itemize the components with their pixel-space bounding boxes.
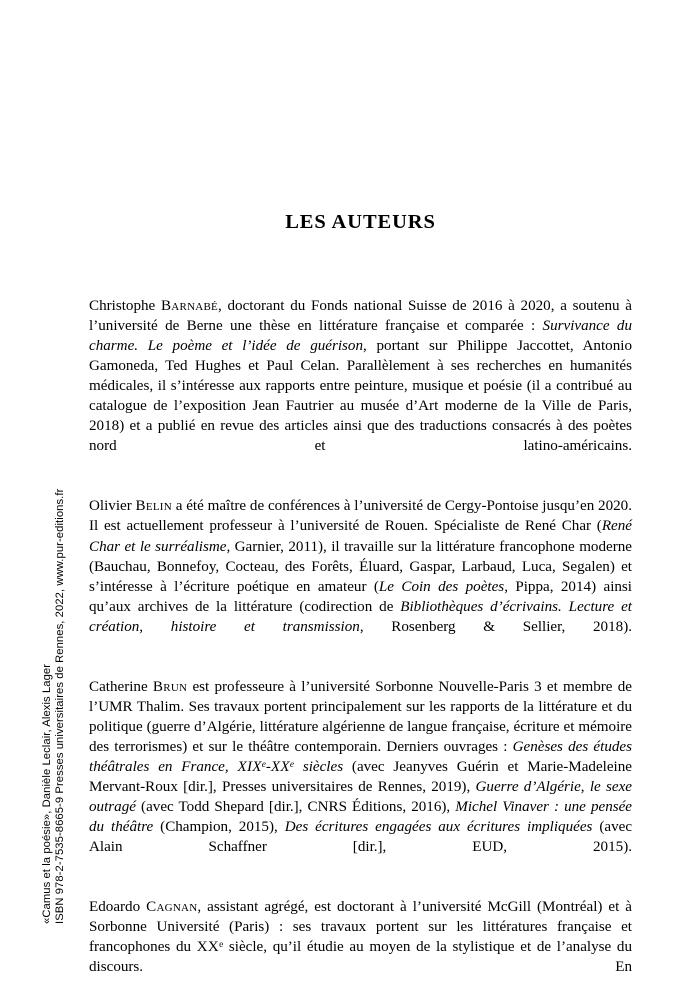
author-bio-brun: Catherine Brun est professeure à l’université Sorbonne Nouvelle-Paris 3 et membre de l’UMR Thalim. Ses travaux portent principalement sur les rapports de la littérature et du politique (guerre d’Algérie, littérature algérienne de langue française, écriture et mémoire des terrorismes) et sur le théâtre contemporain. Derniers ouvrages : Genèses des études théâtrales en France, XIXe-XXe siècles (avec Jeanyves Guérin et Marie-Madeleine Mervant-Roux [dir.], Presses universitaires de Rennes, 2019), Guerre d’Algérie, le sexe outragé (avec Todd Shepard [dir.], CNRS Éditions, 2016), Michel Vinaver : une pensée du théâtre (Champion, 2015), Des écritures engagées aux écritures impliquées (avec Alain Schaffner [dir.], EUD, 2015). [89,678,633,856]
work-title: Bibliothèques d’écrivains. Lecture et création, histoire et transmission [89,598,632,635]
work-title: Genèses des études théâtrales en France, [89,738,632,775]
work-title: Michel Vinaver : une pensée du théâtre [89,799,633,836]
margin-note-copyright: «Camus et la poésie», Danièle Leclair, Alexis Lager [41,663,53,924]
work-title: René Char et le surréalisme [89,518,632,555]
authors-list [89,296,632,998]
work-title: Des écritures engagées aux écritures impliquées [284,819,593,836]
author-surname: Belin [135,498,172,515]
author-bio-barnabe: Christophe Barnabé, doctorant du Fonds national Suisse de 2016 à 2020, a soutenu à l’université de Berne une thèse en littérature française et comparée : Survivance du charme. Le poème et l’idée de guérison, portant sur Philippe Jaccottet, Antonio Gamoneda, Ted Hughes et Paul Celan. Parallèlement à ses recherches en humanités médicales, il s’intéresse aux rapports entre peinture, musique et poésie (il a contribué au catalogue de l’exposition Jean Fautrier au musée d’Art moderne de la Ville de Paris, 2018) et a publié en revue des articles ainsi que des traductions consacrés à des poètes nord et latino-américains. [89,298,633,455]
author-surname: Cagnan [146,899,198,916]
work-title: Le Coin des poètes [378,578,505,595]
ordinal-suffix: e [261,760,266,771]
author-bio-cagnan: Edoardo Cagnan, assistant agrégé, est doctorant à l’université McGill (Montréal) et à Sorbonne Université (Paris) : ses travaux portent sur les littératures française et francophones du XXe siècle, qu’il étudie au moyen de la stylistique et de l’analyse du discours. En [89,899,632,976]
ordinal-suffix: e [219,940,224,951]
ordinal-suffix: e [289,760,294,771]
work-title: Survivance du charme. Le poème et l’idée de guérison [89,318,633,355]
work-title-centuries: XIXe-XXe siècles [237,758,344,775]
margin-note-isbn: ISBN 978-2-7535-8665-9 Presses universitaires de Rennes, 2022, www.pur-editions.fr [54,488,66,924]
margin-notes [0,0,70,948]
page-title: LES AUTEURS [285,210,436,233]
century-label: XX [196,939,220,956]
author-surname: Barnabé [160,298,219,314]
work-title: Guerre d’Algérie, le sexe outragé [89,779,632,816]
author-bio-belin: Olivier Belin a été maître de conférences à l’université de Cergy-Pontoise jusqu’en 2020. Il est actuellement professeur à l’université de Rouen. Spécialiste de René Char (René Char et le surréalisme, Garnier, 2011), il travaille sur la littérature francophone moderne (Bauchau, Bonnefoy, Cocteau, des Forêts, Éluard, Gaspar, Larbaud, Luca, Segalen) et s’intéresse à l’écriture poétique en amateur (Le Coin des poètes, Pippa, 2014) ainsi qu’aux archives de la littérature (codirection de Bibliothèques d’écrivains. Lecture et création, histoire et transmission, Rosenberg & Sellier, 2018). [89,498,632,635]
century-label: XX [270,758,290,775]
author-surname: Brun [152,678,188,695]
century-label: XIX [237,758,262,775]
